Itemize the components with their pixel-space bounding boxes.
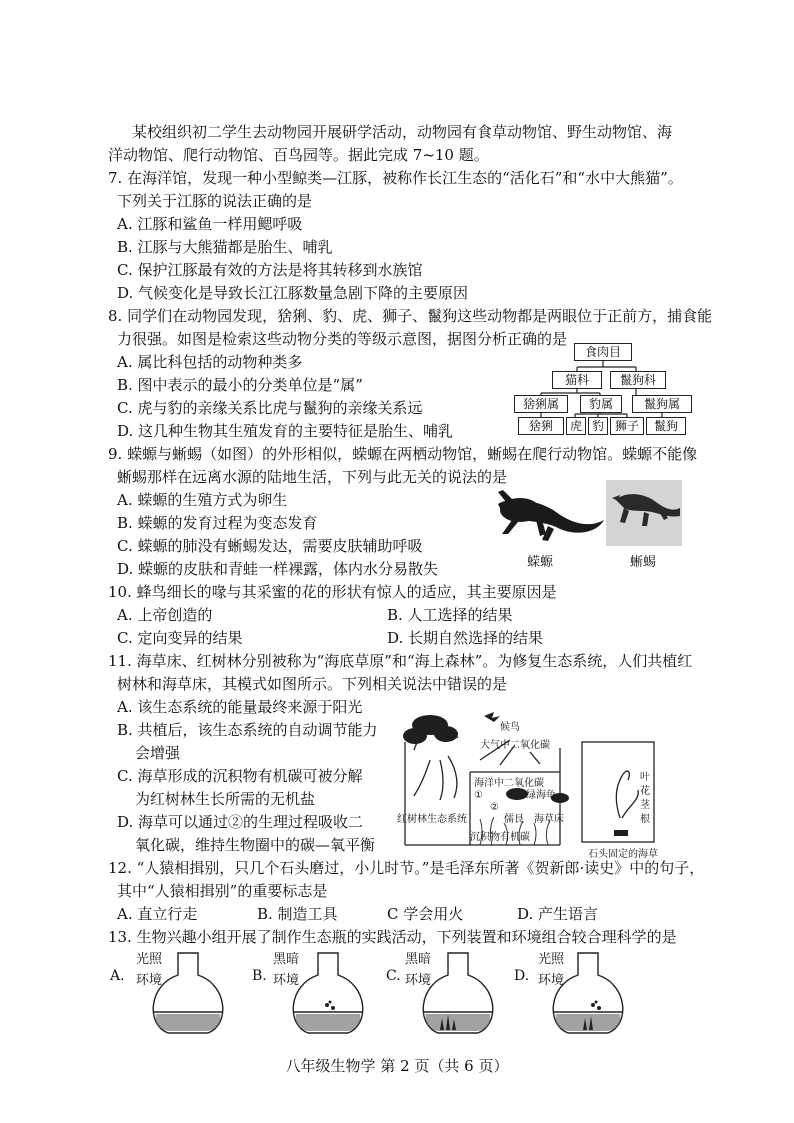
q7-stem-1: 7. 在海洋馆，发现一种小型鲸类—江豚，被称作长江生态的“活化石”和“水中大熊猫”。 xyxy=(108,169,683,187)
diagram-mark-1: ① xyxy=(474,790,483,801)
diagram-mangrove-label: 红树林生态系统 xyxy=(397,814,467,825)
q8-option-c: C. 虎与豹的亲缘关系比虎与鬣狗的亲缘关系远 xyxy=(117,399,423,417)
q8-option-b: B. 图中表示的最小的分类单位是“属” xyxy=(117,376,363,394)
q8-stem-1: 8. 同学们在动物园发现，猞猁、豹、虎、狮子、鬣狗这些动物都是两眼位于正前方，捕食能 xyxy=(108,307,713,325)
diagram-air-co2-label: 大气中二氧化碳 xyxy=(480,740,550,751)
flask-b-letter: B. xyxy=(252,968,267,984)
q7-stem-2: 下列关于江豚的说法正确的是 xyxy=(117,192,313,210)
q8-option-d: D. 这几种生物其生殖发育的主要特征是胎生、哺乳 xyxy=(117,422,454,440)
flask-b-condition-1: 黑暗 xyxy=(273,952,300,967)
flask-a-condition-2: 环境 xyxy=(136,973,163,988)
q12-option-a: A. 直立行走 xyxy=(117,905,198,923)
lizard-caption: 蜥蜴 xyxy=(630,555,657,570)
diagram-flower-label: 花 xyxy=(640,786,650,797)
diagram-sediment-label: 沉积物有机碳 xyxy=(470,832,530,843)
q10-option-a: A. 上帝创造的 xyxy=(117,606,213,624)
flask-c-letter: C. xyxy=(386,968,401,984)
diagram-sea-co2-label: 海洋中二氧化碳 xyxy=(474,778,544,789)
tree-species-lion: 狮子 xyxy=(610,417,644,435)
page-footer: 八年级生物学 第 2 页（共 6 页） xyxy=(285,1057,509,1075)
tree-genus-panthera: 豹属 xyxy=(580,395,622,413)
diagram-stone-label: 石头固定的海草 xyxy=(588,849,658,860)
tree-genus-hyena: 鬣狗属 xyxy=(632,395,692,413)
diagram-bird-label: 候鸟 xyxy=(500,722,520,733)
flask-d-condition-1: 光照 xyxy=(538,952,565,967)
q11-option-d-1: D. 海草可以通过②的生理过程吸收二 xyxy=(117,813,364,831)
q12-stem-2: 其中“人猿相揖别”的重要标志是 xyxy=(117,882,328,900)
tree-family-cat: 猫科 xyxy=(552,371,602,389)
q11-stem-1: 11. 海草床、红树林分别被称为“海底草原”和“海上森林”。为修复生态系统，人们共植红 xyxy=(108,652,693,670)
flask-d-condition-2: 环境 xyxy=(538,973,565,988)
q11-option-a: A. 该生态系统的能量最终来源于阳光 xyxy=(117,698,363,716)
q12-option-c: C 学会用火 xyxy=(387,905,464,923)
intro-line-1: 某校组织初二学生去动物园开展研学活动，动物园有食草动物馆、野生动物馆、海 xyxy=(132,123,673,141)
q11-option-c-1: C. 海草形成的沉积物有机碳可被分解 xyxy=(117,767,363,785)
q13-stem: 13. 生物兴趣小组开展了制作生态瓶的实践活动，下列装置和环境组合较合理科学的是 xyxy=(108,928,677,946)
q7-option-a: A. 江豚和鲨鱼一样用鳃呼吸 xyxy=(117,215,303,233)
intro-line-2: 洋动物馆、爬行动物馆、百鸟园等。据此完成 7~10 题。 xyxy=(108,146,489,164)
q11-option-d-2: 氧化碳，维持生物圈中的碳—氧平衡 xyxy=(135,836,376,854)
q11-option-b-2: 会增强 xyxy=(135,744,181,762)
salamander-caption: 蝾螈 xyxy=(527,555,554,570)
q10-option-b: B. 人工选择的结果 xyxy=(387,606,513,624)
q8-option-a: A. 属比科包括的动物种类多 xyxy=(117,353,303,371)
q10-option-c: C. 定向变异的结果 xyxy=(117,629,243,647)
tree-species-lynx: 猞猁 xyxy=(518,417,564,435)
diagram-turtle-label: 绿海龟 xyxy=(526,790,556,801)
q11-stem-2: 树林和海草床，其模式如图所示。下列相关说法中错误的是 xyxy=(117,675,508,693)
diagram-root-label: 根 xyxy=(640,814,650,825)
q9-option-b: B. 蝾螈的发育过程为变态发育 xyxy=(117,514,318,532)
diagram-dugong-label: 儒艮 xyxy=(504,814,524,825)
flask-d-letter: D. xyxy=(514,968,530,984)
q9-option-d: D. 蝾螈的皮肤和青蛙一样裸露，体内水分易散失 xyxy=(117,560,439,578)
q9-option-a: A. 蝾螈的生殖方式为卵生 xyxy=(117,491,288,509)
q10-stem: 10. 蜂鸟细长的喙与其采蜜的花的形状有惊人的适应，其主要原因是 xyxy=(108,583,557,601)
tree-order: 食肉目 xyxy=(574,343,632,361)
tree-family-hyena: 鬣狗科 xyxy=(610,371,666,389)
q11-option-c-2: 为红树林生长所需的无机盐 xyxy=(135,790,316,808)
q7-option-b: B. 江豚与大熊猫都是胎生、哺乳 xyxy=(117,238,333,256)
diagram-leaf-label: 叶 xyxy=(640,772,650,783)
tree-species-hyena: 鬣狗 xyxy=(646,417,686,435)
q8-stem-2: 力很强。如图是检索这些动物分类的等级示意图，据图分析正确的是 xyxy=(117,330,568,348)
tree-genus-lynx: 猞猁属 xyxy=(514,395,568,413)
q12-stem-1: 12. “人猿相揖别，只几个石头磨过，小儿时节。”是毛泽东所著《贺新郎·读史》中的句子， xyxy=(108,859,705,877)
flask-c-condition-1: 黑暗 xyxy=(405,952,432,967)
flask-b-condition-2: 环境 xyxy=(273,973,300,988)
diagram-stem-label: 茎 xyxy=(640,800,650,811)
q12-option-b: B. 制造工具 xyxy=(257,905,338,923)
flask-c-condition-2: 环境 xyxy=(405,973,432,988)
q9-stem-2: 蜥蜴那样在远离水源的陆地生活，下列与此无关的说法的是 xyxy=(117,468,508,486)
q7-option-d: D. 气候变化是导致长江江豚数量急剧下降的主要原因 xyxy=(117,284,469,302)
q12-option-d: D. 产生语言 xyxy=(517,905,599,923)
q11-option-b-1: B. 共植后，该生态系统的自动调节能力 xyxy=(117,721,378,739)
q9-stem-1: 9. 蝾螈与蜥蜴（如图）的外形相似，蝾螈在两栖动物馆，蜥蜴在爬行动物馆。蝾螈不能像 xyxy=(108,445,698,463)
tree-species-leopard: 豹 xyxy=(588,417,608,435)
diagram-mark-2: ② xyxy=(490,802,499,813)
q7-option-c: C. 保护江豚最有效的方法是将其转移到水族馆 xyxy=(117,261,423,279)
flask-a-letter: A. xyxy=(110,968,125,984)
tree-species-tiger: 虎 xyxy=(566,417,586,435)
q10-option-d: D. 长期自然选择的结果 xyxy=(387,629,544,647)
flask-a-condition-1: 光照 xyxy=(136,952,163,967)
q9-option-c: C. 蝾螈的肺没有蜥蜴发达，需要皮肤辅助呼吸 xyxy=(117,537,423,555)
diagram-seagrass-label: 海草床 xyxy=(534,814,564,825)
